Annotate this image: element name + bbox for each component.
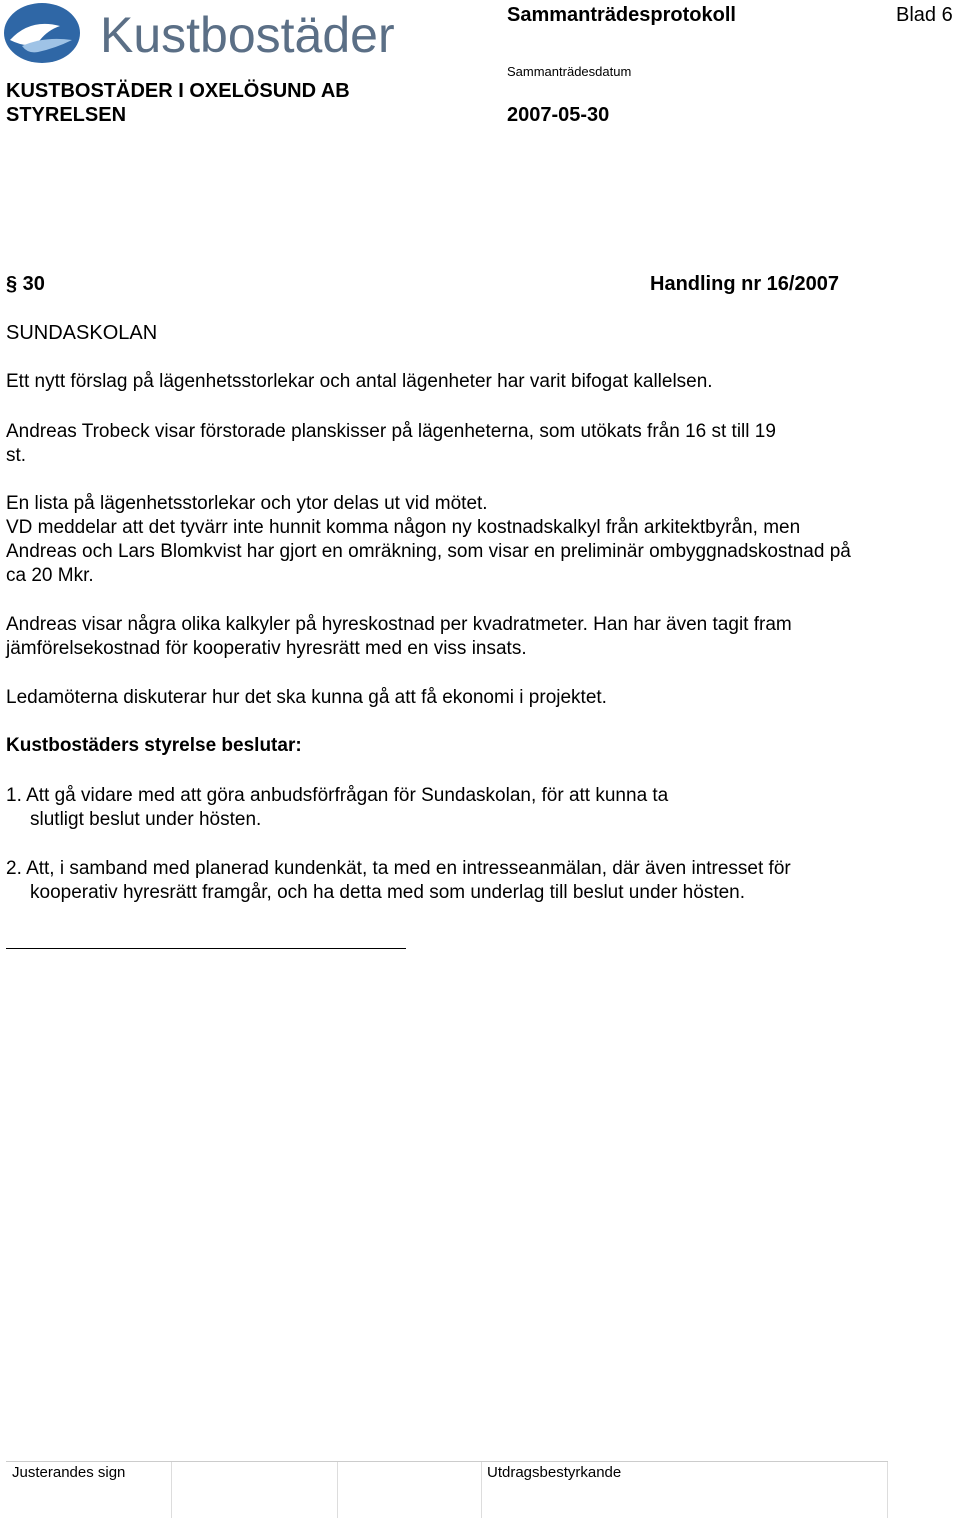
handling-number: Handling nr 16/2007 [650, 273, 839, 295]
footer-sign-box [171, 1462, 172, 1518]
logo-graphic [0, 0, 440, 70]
footer-divider [6, 1461, 888, 1462]
paragraph: En lista på lägenhetsstorlekar och ytor delas ut vid mötet. [6, 493, 488, 514]
decision-item [6, 784, 926, 832]
paragraph: Andreas visar några olika kalkyler på hyreskostnad per kvadratmeter. Han har även tagit fram jämförelsekostnad för kooperativ hyresrätt med en viss insats. [6, 614, 792, 659]
footer-sign-box [337, 1462, 338, 1518]
utdragsbestyrkande-label: Utdragsbestyrkande [487, 1464, 622, 1481]
decision-line: kooperativ hyresrätt framgår, och ha detta med som underlag till beslut under hösten. [30, 882, 746, 903]
paragraph: VD meddelar att det tyvärr inte hunnit komma någon ny kostnadskalkyl från arkitektbyrån, men Andreas och Lars Blomkvist har gjort en omräkning, som visar en preliminär ombyggnadskostnad på ca 20 Mkr. [6, 517, 851, 586]
paragraph: Ett nytt förslag på lägenhetsstorlekar och antal lägenheter har varit bifogat kallelsen. [6, 371, 713, 392]
decision-line: 1. Att gå vidare med att göra anbudsförfrågan för Sundaskolan, för att kunna ta [6, 785, 669, 806]
company-logo [0, 0, 440, 70]
logo-wordmark: Kustbostäder [100, 7, 395, 63]
section-subject: SUNDASKOLAN [6, 322, 158, 344]
decision-heading: Kustbostäders styrelse beslutar: [6, 735, 302, 756]
paragraph: Ledamöterna diskuterar hur det ska kunna gå att få ekonomi i projektet. [6, 687, 607, 708]
justerandes-sign-label: Justerandes sign [12, 1464, 126, 1481]
footer-sign-box [887, 1462, 888, 1518]
decision-line: 2. Att, i samband med planerad kundenkät, ta med en intresseanmälan, där även intresset för [6, 858, 791, 879]
meeting-date: 2007-05-30 [507, 104, 610, 126]
board-name: STYRELSEN [6, 104, 127, 126]
document-type: Sammanträdesprotokoll [507, 4, 736, 26]
decision-item [6, 857, 926, 905]
decision-line: slutligt beslut under hösten. [30, 809, 262, 830]
company-name: KUSTBOSTÄDER I OXELÖSUND AB [6, 80, 350, 102]
section-number: § 30 [6, 273, 45, 295]
end-divider [6, 948, 406, 949]
footer-sign-box [481, 1462, 482, 1518]
date-label: Sammanträdesdatum [507, 64, 632, 79]
paragraph: Andreas Trobeck visar förstorade planskisser på lägenheterna, som utökats från 16 st till 19 st. [6, 421, 776, 466]
page-number: Blad 6 [896, 4, 953, 26]
